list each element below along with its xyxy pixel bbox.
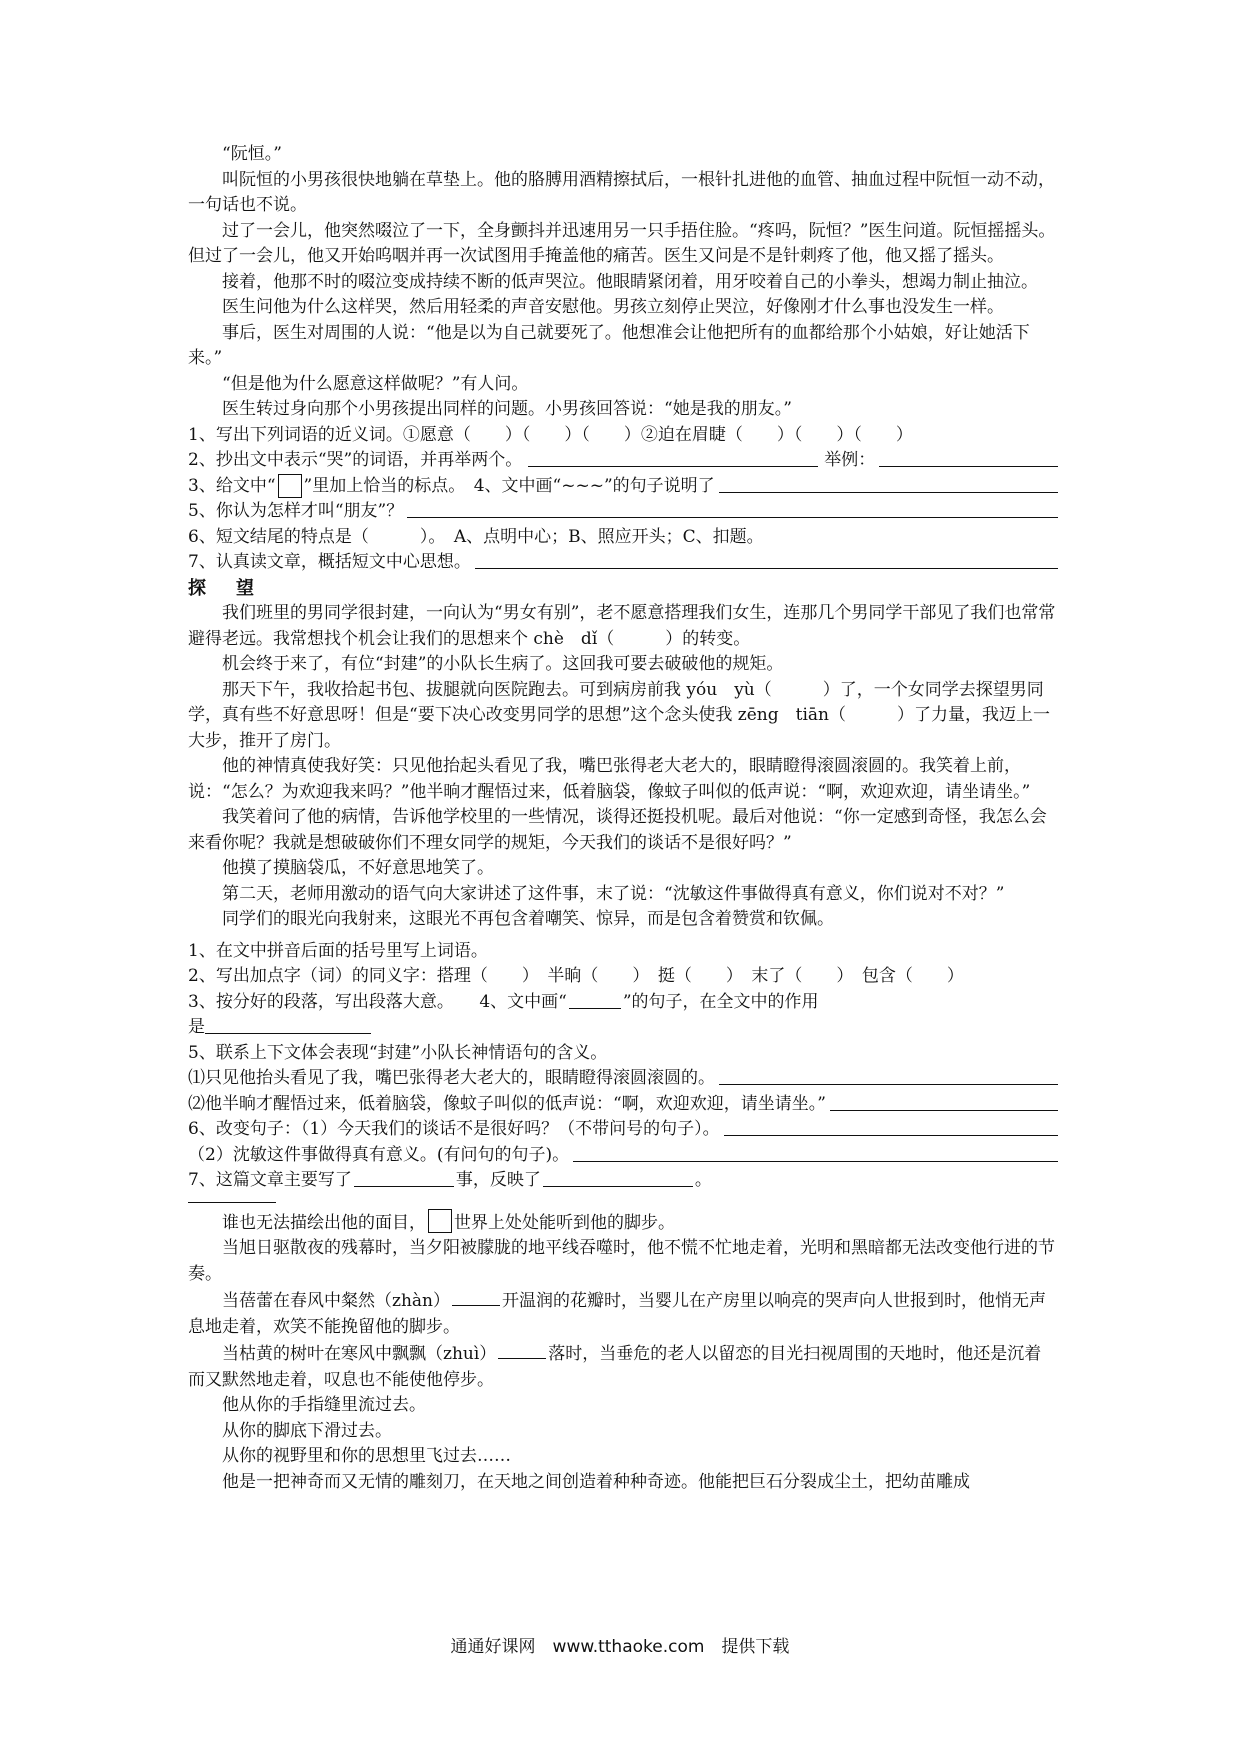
question-text: ⑴只见他抬头看见了我，嘴巴张得老大老大的，眼睛瞪得滚圆滚圆的。 bbox=[188, 1068, 715, 1088]
question-text: ”里加上恰当的标点。 4、文中画“~~~”的句子说明了 bbox=[303, 475, 715, 496]
story2-question-4-cont bbox=[188, 1015, 1058, 1041]
story1-question-6: 6、短文结尾的特点是（ ）。 A、点明中心；B、照应开头；C、扣题。 bbox=[188, 526, 764, 547]
story1-paragraph: 过了一会儿，他突然啜泣了一下，全身颤抖并迅速用另一只手捂住脸。“疼吗，阮恒？”医生问道。阮恒摇摇头。但过了一会儿，他又开始呜咽并再一次试图用手掩盖他的痛苦。医生又问是不是针刺疼了他，他又摇了摇头。 bbox=[188, 220, 1056, 266]
story3-text: 世界上处处能听到他的脚步。 bbox=[454, 1212, 675, 1233]
story1-paragraph: 接着，他那不时的啜泣变成持续不断的低声哭泣。他眼睛紧闭着，用牙咬着自己的小拳头，想竭力制止抽泣。 bbox=[222, 271, 1038, 292]
story3-text: 谁也无法描绘出他的面目， bbox=[222, 1212, 426, 1233]
story1-paragraph: 医生问他为什么这样哭，然后用轻柔的声音安慰他。男孩立刻停止哭泣，好像刚才什么事也没发生一样。 bbox=[222, 297, 1004, 317]
section-divider bbox=[188, 1202, 276, 1203]
answer-blank[interactable] bbox=[573, 1143, 1058, 1162]
answer-blank[interactable] bbox=[543, 1168, 693, 1187]
answer-blank[interactable] bbox=[452, 1287, 500, 1306]
punctuation-box[interactable] bbox=[428, 1209, 452, 1233]
story2-question-5b bbox=[188, 1092, 1058, 1118]
story1-question-3-4 bbox=[188, 474, 1058, 500]
story1-paragraph: “阮恒。” bbox=[222, 144, 282, 164]
answer-blank[interactable] bbox=[569, 990, 621, 1009]
answer-blank[interactable] bbox=[724, 1117, 1058, 1136]
question-text: 。 bbox=[694, 1170, 712, 1190]
story2-paragraph: 他的神情真使我好笑：只见他抬起头看见了我，嘴巴张得老大老大的，眼睛瞪得滚圆滚圆的。我笑着上前，说：“怎么？为欢迎我来吗？”他半晌才醒悟过来，低着脑袋，像蚊子叫似的低声说：“啊，欢迎欢迎，请坐请坐。” bbox=[188, 756, 1031, 802]
question-text: 事，反映了 bbox=[455, 1170, 541, 1190]
story3-paragraph: 从你的视野里和你的思想里飞过去…… bbox=[222, 1446, 511, 1466]
story2-question-5a bbox=[188, 1066, 1058, 1092]
story1-paragraph: 医生转过身向那个小男孩提出同样的问题。小男孩回答说：“她是我的朋友。” bbox=[222, 399, 792, 419]
story3-paragraph bbox=[188, 1287, 1058, 1340]
answer-blank[interactable] bbox=[498, 1340, 546, 1359]
story2-paragraph: 机会终于来了，有位“封建”的小队长生病了。这回我可要去破破他的规矩。 bbox=[222, 654, 784, 674]
answer-blank[interactable] bbox=[354, 1168, 454, 1187]
story1-paragraph: 事后，医生对周围的人说：“他是以为自己就要死了。他想准会让他把所有的血都给那个小姑娘，好让她活下来。” bbox=[188, 322, 1030, 368]
answer-blank[interactable] bbox=[205, 1015, 371, 1034]
story2-paragraph: 我笑着问了他的病情，告诉他学校里的一些情况，谈得还挺投机呢。最后对他说：“你一定感到奇怪，我怎么会来看你呢？我就是想破破你们不理女同学的规矩，今天我们的谈话不是很好吗？” bbox=[188, 807, 1047, 853]
story3-text: 开温润的花瓣时，当婴儿在产房里以响亮的哭声向人世报到时，他悄无声息地走着，欢笑不能挽留他的脚步。 bbox=[188, 1291, 1046, 1337]
question-text: 7、认真读文章，概括短文中心思想。 bbox=[188, 552, 471, 572]
story2-question-1: 1、在文中拼音后面的括号里写上词语。 bbox=[188, 940, 488, 961]
story3-text: 当枯黄的树叶在寒风中飘飘（zhuì） bbox=[222, 1344, 497, 1364]
story3-text: 当蓓蕾在春风中粲然（zhàn） bbox=[222, 1291, 450, 1311]
answer-blank[interactable] bbox=[879, 448, 1058, 467]
answer-blank[interactable] bbox=[719, 1066, 1058, 1085]
story3-paragraph: 他是一把神奇而又无情的雕刻刀，在天地之间创造着种种奇迹。他能把巨石分裂成尘土，把幼苗雕成 bbox=[222, 1471, 970, 1492]
story2-question-5: 5、联系上下文体会表现“封建”小队长神情语句的含义。 bbox=[188, 1042, 608, 1063]
answer-blank[interactable] bbox=[407, 499, 1058, 518]
story2-paragraph: 那天下午，我收拾起书包、拔腿就向医院跑去。可到病房前我 yóu yù（ ）了，一个女同学去探望男同学，真有些不好意思呀！但是“要下决心改变男同学的思想”这个念头使我 zēng tiān（ ）了力量，我迈上一大步，推开了房门。 bbox=[188, 679, 1050, 751]
question-text: 5、你认为怎样才叫“朋友”？ bbox=[188, 501, 404, 521]
story3-paragraph bbox=[188, 1209, 1058, 1237]
question-text: 3、按分好的段落，写出段落大意。 4、文中画“ bbox=[188, 991, 567, 1012]
story1-question-1: 1、写出下列词语的近义词。①愿意（ ）（ ）（ ）②迫在眉睫（ ）（ ）（ ） bbox=[188, 424, 913, 445]
story2-paragraph: 他摸了摸脑袋瓜，不好意思地笑了。 bbox=[222, 858, 494, 878]
question-text: 是 bbox=[188, 1017, 205, 1037]
story2-paragraph: 同学们的眼光向我射来，这眼光不再包含着嘲笑、惊异，而是包含着赞赏和钦佩。 bbox=[222, 909, 834, 929]
punctuation-box[interactable] bbox=[278, 474, 302, 498]
story2-question-6a bbox=[188, 1117, 1058, 1143]
story2-paragraph: 第二天，老师用激动的语气向大家讲述了这件事，末了说：“沈敏这件事做得真有意义，你们说对不对？” bbox=[222, 883, 1005, 904]
question-text: 3、给文中“ bbox=[188, 475, 276, 496]
story1-question-7 bbox=[188, 550, 1058, 576]
story3-paragraph: 他从你的手指缝里流过去。 bbox=[222, 1395, 426, 1415]
story2-question-2: 2、写出加点字（词）的同义字：搭理（ ） 半晌（ ） 挺（ ） 末了（ ） 包含（ ） bbox=[188, 966, 964, 986]
worksheet-page bbox=[188, 142, 1058, 1495]
story2-question-3-4 bbox=[188, 990, 1058, 1016]
story2-question-7 bbox=[188, 1168, 1058, 1194]
story1-paragraph: 叫阮恒的小男孩很快地躺在草垫上。他的胳膊用酒精擦拭后，一根针扎进他的血管、抽血过程中阮恒一动不动，一句话也不说。 bbox=[188, 169, 1055, 215]
question-text: （2）沈敏这件事做得真有意义。(有问句的句子)。 bbox=[188, 1144, 570, 1165]
story3-paragraph: 从你的脚底下滑过去。 bbox=[222, 1420, 392, 1441]
story1-paragraph: “但是他为什么愿意这样做呢？”有人问。 bbox=[222, 373, 529, 394]
story2-title: 探 望 bbox=[188, 577, 260, 599]
answer-blank[interactable] bbox=[528, 448, 818, 467]
question-text: 2、抄出文中表示“哭”的词语，并再举两个。 bbox=[188, 450, 523, 470]
answer-blank[interactable] bbox=[830, 1092, 1058, 1111]
page-footer: 通通好课网 www.tthaoke.com 提供下载 bbox=[450, 1637, 790, 1657]
story3-text: 落时，当垂危的老人以留恋的目光扫视周围的天地时，他还是沉着而又默然地走着，叹息也不能使他停步。 bbox=[188, 1344, 1042, 1390]
story1-question-5 bbox=[188, 499, 1058, 525]
story2-question-6b bbox=[188, 1143, 1058, 1169]
story2-paragraph: 我们班里的男同学很封建，一向认为“男女有别”，老不愿意搭理我们女生，连那几个男同学干部见了我们也常常避得老远。我常想找个机会让我们的思想来个 chè dǐ（ ）的转变。 bbox=[188, 603, 1056, 649]
question-text: 7、这篇文章主要写了 bbox=[188, 1170, 352, 1190]
answer-blank[interactable] bbox=[719, 474, 1058, 493]
question-text: 6、改变句子：（1）今天我们的谈话不是很好吗？（不带问号的句子）。 bbox=[188, 1119, 720, 1139]
answer-blank[interactable] bbox=[475, 550, 1058, 569]
story3-paragraph bbox=[188, 1340, 1058, 1393]
question-text: ”的句子，在全文中的作用 bbox=[622, 991, 819, 1012]
story3-paragraph: 当旭日驱散夜的残幕时，当夕阳被朦胧的地平线吞噬时，他不慌不忙地走着，光明和黑暗都无法改变他行进的节奏。 bbox=[188, 1238, 1055, 1284]
question-text: 举例： bbox=[824, 450, 876, 470]
question-text: ⑵他半晌才醒悟过来，低着脑袋，像蚊子叫似的低声说：“啊，欢迎欢迎，请坐请坐。” bbox=[188, 1093, 826, 1114]
story1-question-2 bbox=[188, 448, 1058, 474]
